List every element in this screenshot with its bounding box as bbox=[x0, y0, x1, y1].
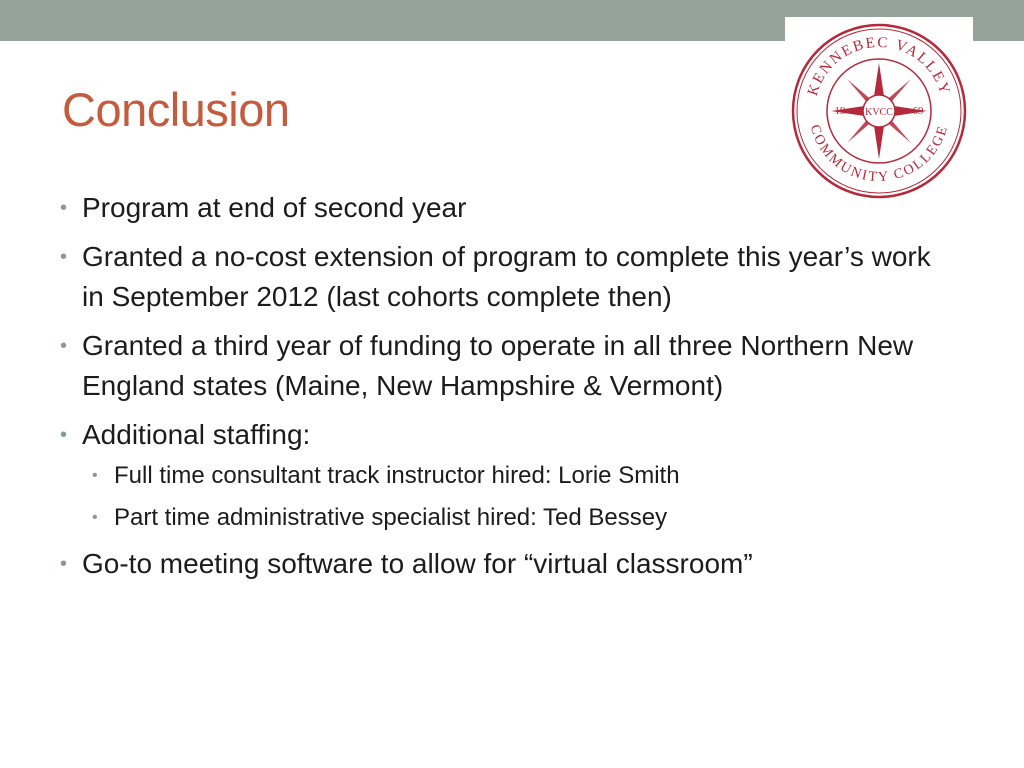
sub-bullet-item bbox=[82, 459, 958, 493]
seal-bottom-text: COMMUNITY COLLEGE bbox=[806, 123, 952, 186]
bullet-text: • Program at end of second year bbox=[82, 192, 467, 223]
seal-year-right: 69 bbox=[912, 105, 924, 117]
bullet-item bbox=[58, 188, 958, 228]
bullet-text: • Granted a no-cost extension of program to complete this year’s work in September 2012 (last cohorts complete then) bbox=[82, 241, 931, 312]
bullet-item bbox=[58, 415, 958, 535]
sub-bullet-list bbox=[82, 459, 958, 535]
bullet-item bbox=[58, 326, 958, 406]
bullet-text: • Go-to meeting software to allow for “virtual classroom” bbox=[82, 548, 753, 579]
bullet-text: • Additional staffing: bbox=[82, 419, 311, 450]
slide-title: Conclusion bbox=[62, 83, 290, 136]
logo-container bbox=[785, 17, 973, 205]
bullet-item bbox=[58, 237, 958, 317]
sub-bullet-text: Part time administrative specialist hired: Ted Bessey bbox=[114, 504, 668, 531]
seal-center-text: KVCC bbox=[865, 107, 893, 118]
seal-year-left: 19 bbox=[834, 105, 846, 117]
bullet-text: • Granted a third year of funding to operate in all three Northern New England states (Maine, New Hampshire & Vermont) bbox=[82, 330, 914, 401]
kvcc-seal-logo bbox=[785, 17, 973, 205]
sub-bullet-item bbox=[82, 501, 958, 535]
bullet-item bbox=[58, 544, 958, 584]
seal-top-text: KENNEBEC VALLEY bbox=[804, 34, 954, 98]
sub-bullet-text: Full time consultant track instructor hired: Lorie Smith bbox=[114, 462, 680, 489]
bullet-list bbox=[58, 188, 958, 593]
